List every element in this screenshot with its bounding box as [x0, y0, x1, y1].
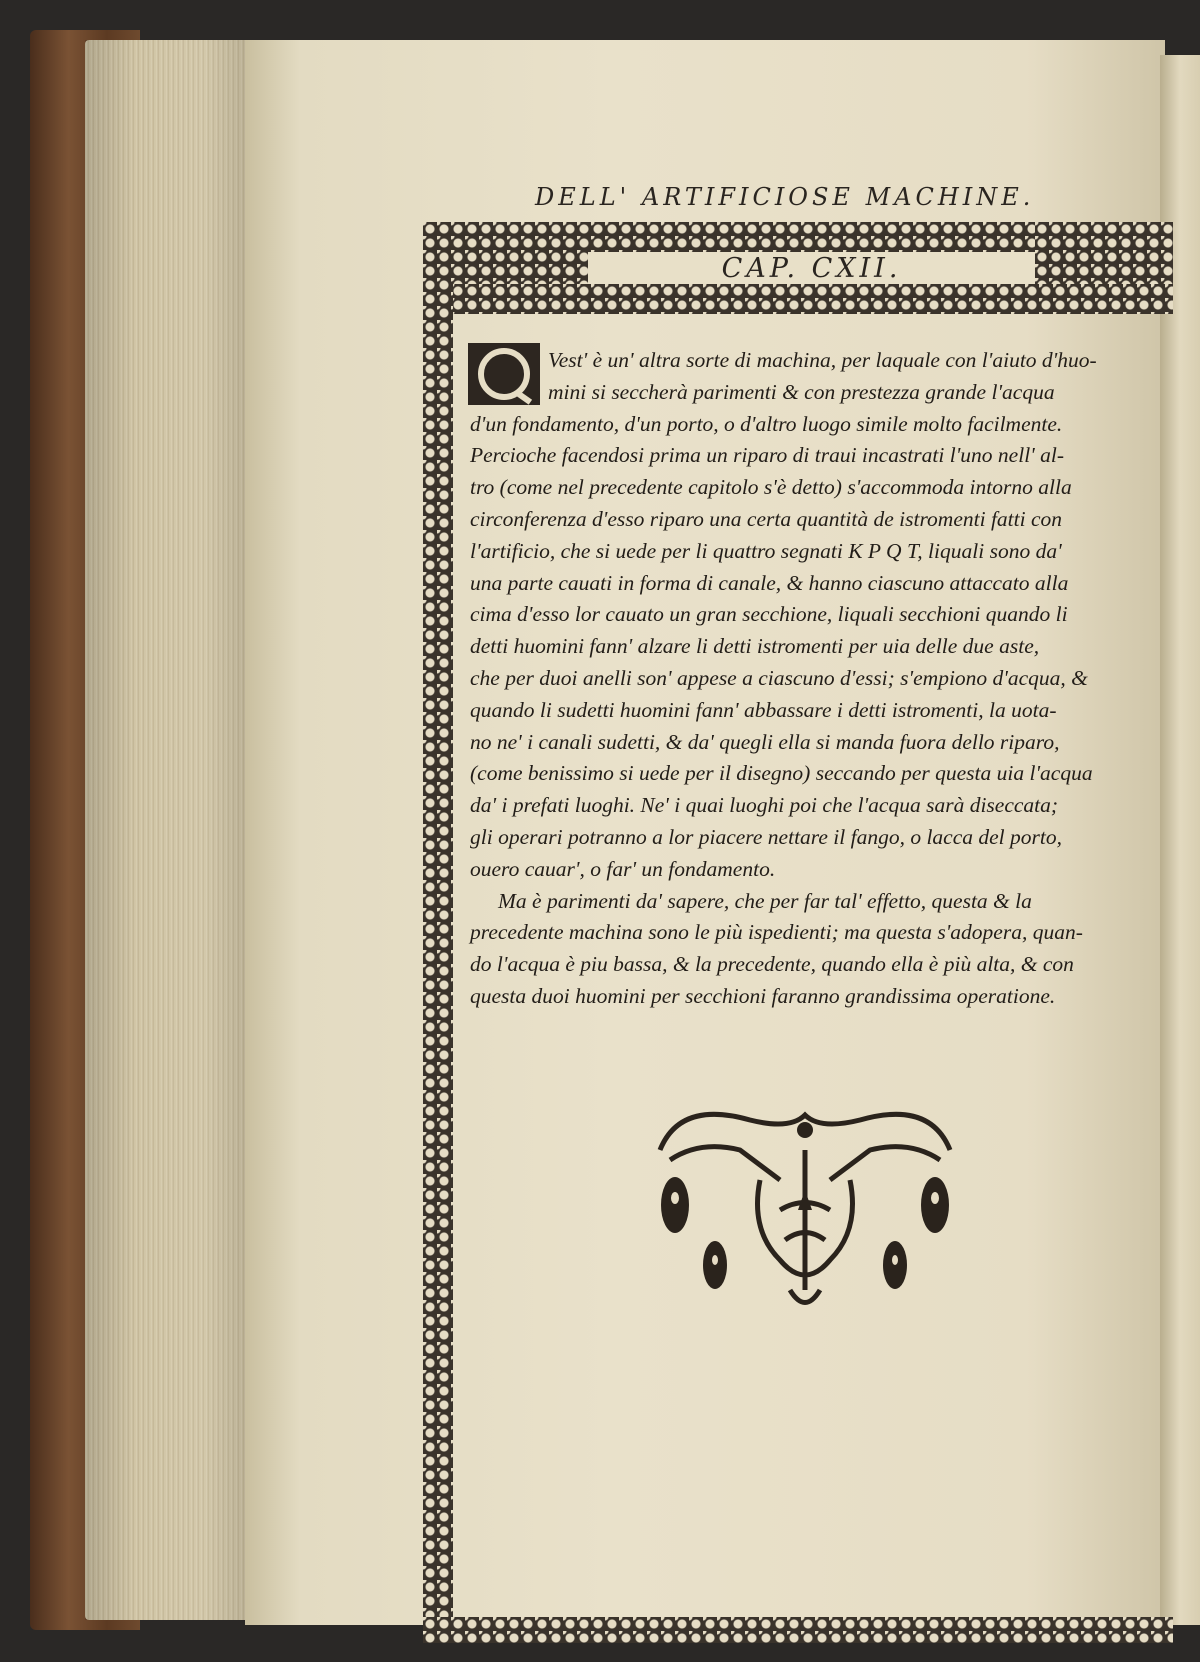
text-line: Ma è parimenti da' sapere, che per far tal' effetto, questa & la [498, 888, 1032, 913]
page-edges [85, 40, 255, 1620]
text-line: gli operari potranno a lor piacere nettare il fango, o lacca del porto, [470, 824, 1062, 849]
text-line: quando li sudetti huomini fann' abbassare i detti istromenti, la uota- [470, 697, 1057, 722]
text-line: do l'acqua è piu bassa, & la precedente, quando ella è più alta, & con [470, 952, 1074, 977]
border-bottom [423, 1617, 1173, 1643]
text-line: Percioche facendosi prima un riparo di traui incastrati l'uno nell' al- [470, 443, 1065, 468]
text-line: l'artificio, che si uede per li quattro segnati K P Q T, liquali sono da' [470, 538, 1062, 563]
text-line: (come benissimo si uede per il disegno) seccando per questa uia l'acqua [470, 761, 1093, 786]
border-head-bottom [423, 284, 1173, 314]
border-left [423, 222, 453, 1640]
initial-q-ornament [478, 348, 530, 400]
body-text [470, 345, 1160, 1013]
text-line: cima d'esso lor cauato un gran secchione, liquali secchioni quando li [470, 602, 1068, 627]
text-line: da' i prefati luoghi. Ne' i quai luoghi poi che l'acqua sarà diseccata; [470, 793, 1059, 818]
text-line: tro (come nel precedente capitolo s'è detto) s'accommoda intorno alla [470, 475, 1072, 500]
text-line: che per duoi anelli son' appese a ciascuno d'essi; s'empiono d'acqua, & [470, 665, 1088, 690]
text-line: no ne' i canali sudetti, & da' quegli ella si manda fuora dello riparo, [470, 729, 1060, 754]
text-line: questa duoi huomini per secchioni faranno grandissima operatione. [470, 983, 1056, 1008]
paragraph-1 [470, 345, 1160, 886]
text-line: una parte cauati in forma di canale, & hanno ciascuno attaccato alla [470, 570, 1069, 595]
text-line: detti huomini fann' alzare li detti istromenti per uia delle due aste, [470, 634, 1040, 659]
text-line: precedente machina sono le più ispedienti; ma questa s'adopera, quan- [470, 920, 1083, 945]
text-line: ouero cauar', o far' un fondamento. [470, 856, 776, 881]
chapter-heading-box [588, 252, 1035, 284]
chapter-title: CAP. CXII. [721, 252, 902, 284]
running-head: DELL' ARTIFICIOSE MACHINE. [535, 183, 1035, 211]
paragraph-2 [470, 886, 1160, 1013]
text-line: circonferenza d'esso riparo una certa quantità de istromenti fatti con [470, 506, 1063, 531]
decorated-initial [468, 343, 540, 405]
woodcut-tailpiece-ornament [640, 1090, 970, 1320]
text-line: mini si seccherà parimenti & con prestezza grande l'acqua [548, 379, 1055, 404]
text-line: d'un fondamento, d'un porto, o d'altro luogo simile molto facilmente. [470, 411, 1063, 436]
text-line: Vest' è un' altra sorte di machina, per laquale con l'aiuto d'huo- [548, 348, 1097, 372]
